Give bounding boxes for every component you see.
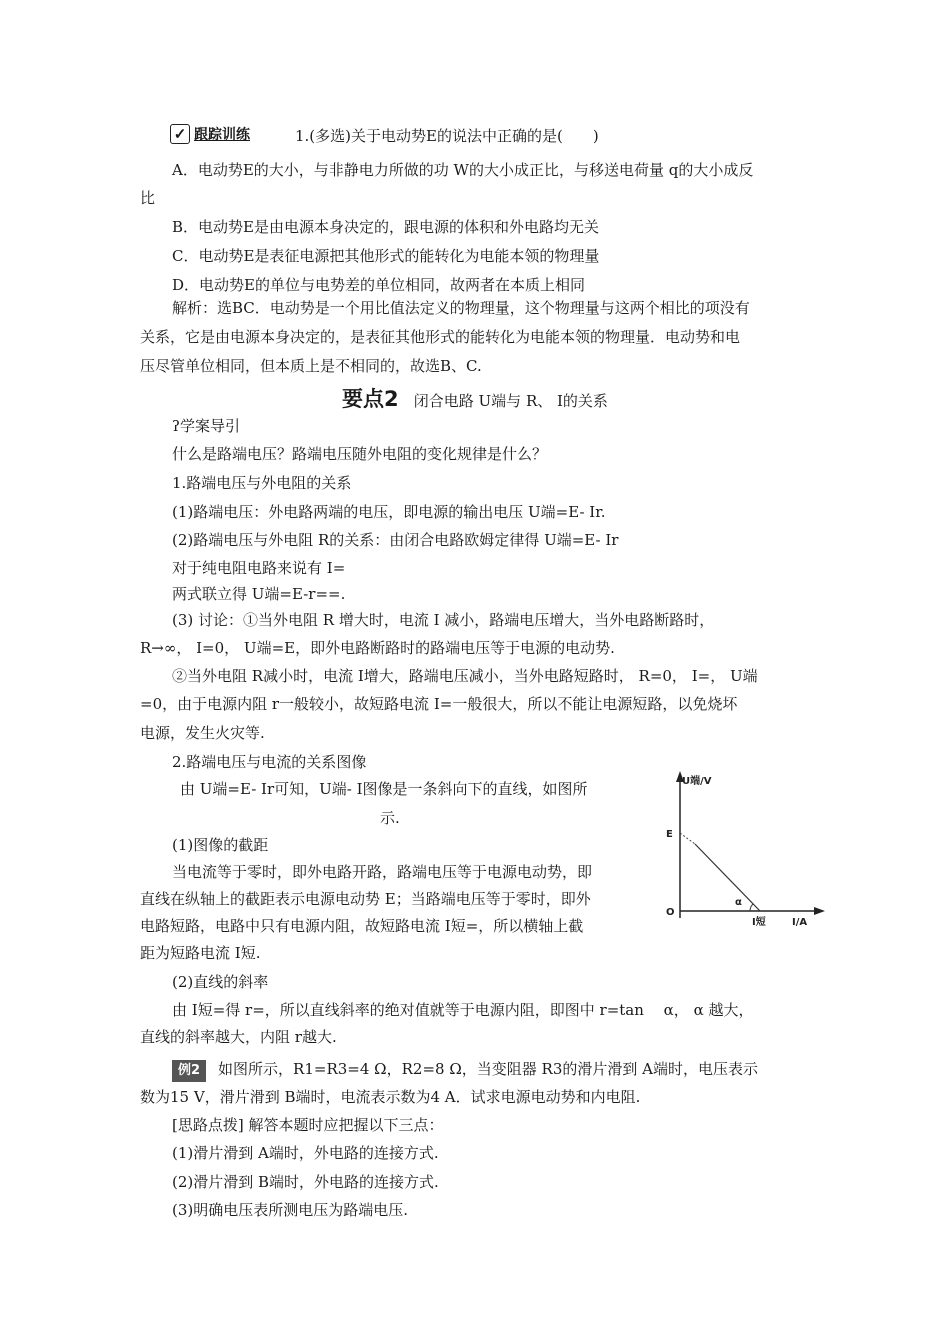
x-axis-arrow-icon [814, 907, 825, 915]
example-line-2: 数为15 V，滑片滑到 B端时，电流表示数为4 A．试求电源电动势和内电阻. [140, 1088, 641, 1106]
discussion-line-5: 电源，发生火灾等. [140, 724, 265, 742]
alpha-arc [750, 904, 753, 911]
guide-label: ʔ学案导引 [172, 417, 241, 435]
analysis-line-2: 关系，它是由电源本身决定的，是表征其他形式的能转化为电能本领的物理量．电动势和电 [140, 328, 741, 346]
discussion-line-4: =0，由于电源内阻 r一般较小，故短路电流 I=一般很大，所以不能让电源短路，以免烧坏 [140, 695, 738, 713]
guide-question: 什么是路端电压？路端电压随外电阻的变化规律是什么？ [172, 445, 548, 463]
option-b: B．电动势E是由电源本身决定的，跟电源的体积和外电路均无关 [172, 218, 599, 236]
alpha-label: α [735, 897, 742, 908]
check-icon: ✓ [170, 124, 190, 144]
guide-formula-2: 两式联立得 U端=E-r==. [172, 585, 346, 603]
guide-formula-1: 对于纯电阻电路来说有 I= [172, 559, 346, 577]
analysis-line-3: 压尽管单位相同，但本质上是不相同的，故选B、C. [140, 357, 482, 375]
analysis-line-1: 解析：选BC．电动势是一个用比值法定义的物理量，这个物理量与这两个相比的项没有 [172, 299, 750, 317]
question-text: 1.(多选)关于电动势E的说法中正确的是( ) [295, 127, 599, 145]
guide-item-1-1: (1)路端电压：外电路两端的电压，即电源的输出电压 U端=E- Ir. [172, 503, 606, 521]
example-line-1: 例2 如图所示，R1=R3=4 Ω，R2=8 Ω，当变阻器 R3的滑片滑到 A端时，电压表示 [172, 1059, 758, 1082]
option-c: C．电动势E是表征电源把其他形式的能转化为电能本领的物理量 [172, 247, 600, 265]
i-short-label: I短 [752, 917, 766, 928]
intercept-title: (1)图像的截距 [172, 836, 269, 854]
e-label: E [666, 829, 673, 840]
intercept-line-4: 距为短路电流 I短. [140, 944, 261, 962]
slope-line-2: 直线的斜率越大，内阻 r越大. [140, 1028, 337, 1046]
part2-title: 2.路端电压与电流的关系图像 [172, 753, 367, 771]
option-d: D．电动势E的单位与电势差的单位相同，故两者在本质上相同 [172, 276, 585, 294]
intercept-line-1: 当电流等于零时，即外电路开路，路端电压等于电源电动势，即 [172, 863, 593, 881]
guide-item-1: 1.路端电压与外电阻的关系 [172, 474, 352, 492]
section-number: 要点2 [342, 387, 399, 411]
slope-title: (2)直线的斜率 [172, 973, 269, 991]
slope-line-1: 由 I短=得 r=，所以直线斜率的绝对值就等于电源内阻，即图中 r=tan α， α 越大， [172, 1001, 754, 1019]
discussion-line-3: ②当外电阻 R减小时，电流 I增大，路端电压减小，当外电路短路时， R=0， I=， U端 [172, 667, 758, 685]
intercept-line-3: 电路短路，电路中只有电源内阻，故短路电流 I短=，所以横轴上截 [140, 917, 584, 935]
discussion-line-2: R→∞， I=0， U端=E，即外电路断路时的路端电压等于电源的电动势. [140, 639, 615, 657]
track-training-tag [170, 124, 250, 144]
hint-item-2: (2)滑片滑到 B端时，外电路的连接方式. [172, 1173, 439, 1191]
option-a-cont: 比 [140, 189, 156, 207]
hint-item-3: (3)明确电压表所测电压为路端电压. [172, 1201, 409, 1219]
intercept-line-2: 直线在纵轴上的截距表示电源电动势 E；当路端电压等于零时，即外 [140, 890, 591, 908]
x-axis-label: I/A [792, 917, 808, 928]
section-title: 闭合电路 U端与 R、 I的关系 [413, 392, 608, 410]
hint-item-1: (1)滑片滑到 A端时，外电路的连接方式. [172, 1144, 439, 1162]
part2-line-2: 示. [380, 809, 400, 827]
part2-line-1: 由 U端=E- Ir可知，U端- I图像是一条斜向下的直线，如图所 [180, 780, 588, 798]
example-badge: 例2 [172, 1060, 206, 1082]
y-axis-label: U端/V [682, 776, 712, 787]
track-training-label: 跟踪训练 [194, 127, 250, 143]
origin-label: O [666, 907, 675, 918]
u-i-graph [660, 768, 830, 933]
hint-title: [思路点拨] 解答本题时应把握以下三点： [172, 1116, 444, 1134]
section-heading [0, 383, 950, 413]
u-i-line [695, 844, 760, 911]
dash-segment [680, 833, 695, 844]
guide-marker-icon: ʔ [172, 417, 181, 435]
discussion-line-1: (3) 讨论：①当外电阻 R 增大时，电流 I 减小，路端电压增大，当外电路断路时， [172, 611, 715, 629]
guide-item-1-2: (2)路端电压与外电阻 R的关系：由闭合电路欧姆定律得 U端=E- Ir [172, 531, 619, 549]
option-a: A．电动势E的大小，与非静电力所做的功 W的大小成正比，与移送电荷量 q的大小成反 [172, 161, 754, 179]
